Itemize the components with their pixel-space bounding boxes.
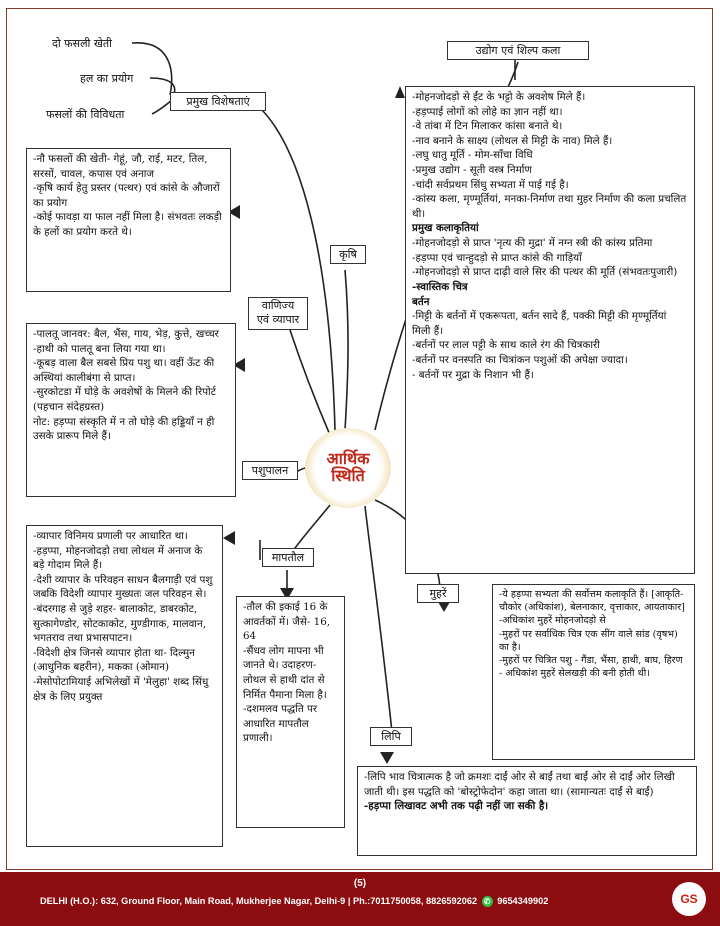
- animal-line: नोट: हड़प्पा संस्कृति में न तो घोड़े की हड्डियाँ न ही उसके प्रारूप मिले हैं।: [33, 415, 215, 443]
- label-measurement: मापतौल: [262, 548, 314, 567]
- measurement-box: [236, 596, 345, 828]
- label-animal-husbandry: पशुपालन: [242, 461, 298, 480]
- industry-line: - बर्तनों पर मुद्रा के निशान भी हैं।: [412, 368, 534, 381]
- page-number: (5): [353, 878, 367, 889]
- trade-line: -हड़प्पा, मोहनजोदड़ो तथा लोथल में अनाज के बड़े गोदाम मिले हैं।: [33, 544, 203, 572]
- industry-heading-artworks: प्रमुख कलाकृतियां: [412, 222, 479, 235]
- industry-line: -बर्तनों पर लाल पट्टी के साथ काले रंग की चित्रकारी: [412, 339, 600, 352]
- label-script: लिपि: [370, 727, 412, 746]
- whatsapp-number: 9654349902: [497, 896, 549, 906]
- seals-box: [492, 584, 695, 760]
- trade-box: [26, 525, 223, 847]
- industry-heading-pottery: बर्तन: [412, 295, 430, 308]
- label-trade: वाणिज्य एवं व्यापार: [248, 297, 308, 330]
- note-double-crop: दो फसली खेती: [52, 37, 113, 50]
- industry-line: -वे तांबा में टिन मिलाकर कांसा बनाते थे।: [412, 120, 563, 133]
- center-text-2: स्थिति: [331, 466, 365, 485]
- agriculture-box: [26, 148, 231, 292]
- label-seals: मुहरें: [417, 584, 459, 603]
- industry-line: -चांदी सर्वप्रथम सिंधु सभ्यता में पाई गई है।: [412, 178, 569, 191]
- seals-line: -मुहरों पर चित्रित पशु - गैंडा, भैंसा, हाथी, बाघ, हिरण: [499, 655, 683, 667]
- seals-line: - अधिकांश मुहरें सेलखड़ी की बनी होती थी।: [499, 668, 650, 680]
- note-plough: हल का प्रयोग: [80, 72, 134, 85]
- label-key-features: प्रमुख विशेषताएं: [170, 92, 266, 111]
- industry-line: -स्वास्तिक चित्र: [412, 280, 468, 293]
- industry-line: -मिट्टी के बर्तनों में एकरूपता, बर्तन सादे हैं, पक्की मिट्टी की मृण्मूर्तियां मिली हैं।: [412, 310, 667, 337]
- animal-line: -हाथी को पालतू बना लिया गया था।: [33, 342, 166, 355]
- industry-line: -नाव बनाने के साक्ष्य (लोथल से मिट्टी के नाव) मिले हैं।: [412, 134, 613, 147]
- industry-box: [405, 86, 695, 574]
- measure-line: -तौल की इकाई 16 के आवर्तकों में। जैसे- 16, 64: [243, 601, 331, 643]
- industry-line: -बर्तनों पर वनस्पति का चित्रांकन पशुओं की अपेक्षा ज्यादा।: [412, 353, 628, 366]
- industry-line: -लघु धातु मूर्ति - मोम-साँचा विधि: [412, 149, 533, 162]
- animal-box: [26, 323, 236, 497]
- address-text: DELHI (H.O.): 632, Ground Floor, Main Road, Mukherjee Nagar, Delhi-9 | Ph.:7011750058, 8826592062: [40, 896, 478, 906]
- whatsapp-icon: ✆: [482, 896, 493, 907]
- center-text-1: आर्थिक: [326, 449, 370, 469]
- measure-line: -सैंधव लोग मापना भी जानते थे। उदाहरण- लोथल से हाथी दांत से निर्मित पैमाना मिला है।: [243, 644, 327, 701]
- trade-line: -विदेशी क्षेत्र जिनसे व्यापार होता था- दिल्मुन (आधुनिक बहरीन), मकका (ओमान): [33, 646, 195, 674]
- animal-line: -सुरकोटडा में घोड़े के अवशेषों के मिलने की रिपोर्ट (पहचान संदेहग्रस्त): [33, 386, 216, 414]
- industry-line: -हड़प्पा एवं चान्हुदड़ो से प्राप्त कांसे की गाड़ियाँ: [412, 251, 582, 264]
- trade-line: -व्यापार विनिमय प्रणाली पर आधारित था।: [33, 530, 188, 542]
- industry-line: -मोहनजोदड़ो से प्राप्त दाढ़ी वाले सिर की पत्थर की मूर्ति (संभवतःपुजारी): [412, 266, 678, 279]
- seals-line: -मुहरों पर सर्वाधिक चित्र एक सींग वाले सांड (वृषभ) का है।: [499, 628, 678, 653]
- trade-line: -बंदरगाह से जुड़े शहर- बालाकोट, डाबरकोट, सुत्कागेण्डोर, सोटकाकोट, मुण्डीगाक, मालवान, भगतराव तथा प्रभासपाटन।: [33, 603, 206, 645]
- brand-logo: GS: [672, 882, 706, 916]
- animal-line: -पालतू जानवर: बैल, भैंस, गाय, भेड़, कुत्ते, खच्चर: [33, 328, 219, 340]
- script-box: [357, 766, 697, 856]
- agri-line: -नौ फसलों की खेती- गेहूं, जौ, राई, मटर, तिल, सरसों, चावल, कपास एवं अनाज: [33, 153, 208, 180]
- industry-line: -प्रमुख उद्योग - सूती वस्त्र निर्माण: [412, 164, 532, 177]
- seals-line: -ये हड़प्पा सभ्यता की सर्वोत्तम कलाकृति हैं। [आकृति- चौकोर (अधिकांश), बेलनाकार, वृत्ताकार, आयताकार]: [499, 589, 685, 614]
- footer-bar: [0, 872, 720, 926]
- seals-line: -अधिकांश मुहरें मोहनजोदड़ो से: [499, 615, 606, 627]
- script-line: -हड़प्पा लिखावट अभी तक पढ़ी नहीं जा सकी है।: [364, 800, 549, 813]
- industry-line: -मोहनजोदड़ो से प्राप्त 'नृत्य की मुद्रा' में नग्न स्त्री की कांस्य प्रतिमा: [412, 237, 653, 250]
- label-industry: उद्योग एवं शिल्प कला: [447, 41, 589, 60]
- agri-line: -कोई फावड़ा या फाल नहीं मिला है। संभवतः लकड़ी के हलों का प्रयोग करते थे।: [33, 211, 222, 239]
- agri-line: -कृषि कार्य हेतु प्रस्तर (पत्थर) एवं कांसे के औजारों का प्रयोग: [33, 182, 220, 209]
- label-agriculture: कृषि: [330, 245, 366, 264]
- industry-line: -हड़प्पाई लोगों को लोहे का ज्ञान नहीं था।: [412, 105, 563, 118]
- animal-line: -कूबड़ वाला बैल सबसे प्रिय पशु था। वहीं ऊँट की अस्थियां कालीबंगा से प्राप्त।: [33, 357, 215, 384]
- industry-line: -कांस्य कला, मृण्मूर्तियां, मनका-निर्माण तथा मुहर निर्माण की कला प्रचलित थी।: [412, 193, 687, 220]
- trade-line: -देशी व्यापार के परिवहन साधन बैलगाड़ी एवं पशु जबकि विदेशी व्यापार मुख्यतः जल परिवहन से।: [33, 573, 213, 601]
- script-line: -लिपि भाव चित्रात्मक है जो क्रमशः दाईं ओर से बाईं तथा बाईं ओर से दाईं ओर लिखी जाती थी। इस पद्धति को 'बोस्ट्रोफेदोन' कहा जाता था। (सामान्यतः दाईं से बाईं): [364, 771, 675, 798]
- industry-line: -मोहनजोदड़ो से ईंट के भट्टो के अवशेष मिले हैं।: [412, 91, 586, 103]
- footer-address: [40, 896, 548, 907]
- measure-line: -दशमलव पद्धति पर आधारित मापतौल प्रणाली।: [243, 703, 318, 745]
- note-crop-diversity: फसलों की विविधता: [46, 108, 125, 121]
- trade-line: -मेसोपोटामियाई अभिलेखों में 'मेलुहा' शब्द सिंधु क्षेत्र के लिए प्रयुक्त: [33, 676, 209, 703]
- center-economic-status: [305, 428, 391, 508]
